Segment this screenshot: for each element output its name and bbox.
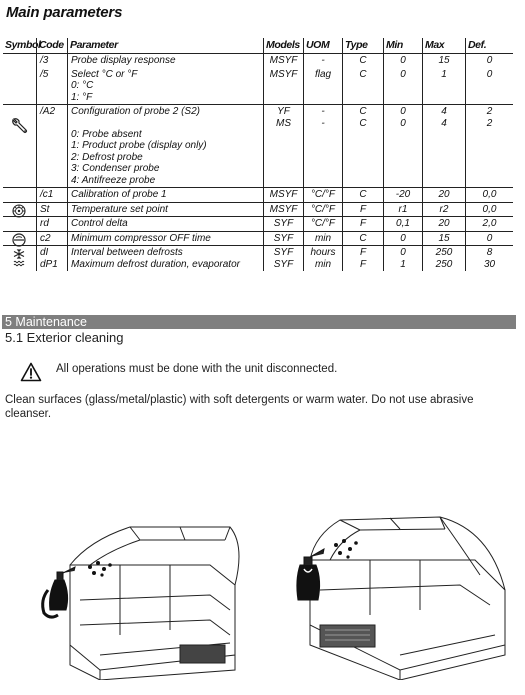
parameter-cell [67,68,263,105]
max-cell [422,105,465,187]
def-line: 8 [486,247,493,258]
warning-triangle-icon [20,362,42,382]
type-line: F [359,247,367,258]
models-line: SYF [273,258,294,270]
max-line: 4 [441,117,447,129]
symbol-cell [3,203,36,217]
max-line: 250 [435,247,453,258]
uom-cell: °C/°F [303,188,342,202]
compressor-icon [12,233,26,247]
header-max: Max [422,38,465,53]
header-min: Min [383,38,422,53]
subsection-heading: 5.1 Exterior cleaning [5,330,124,345]
def-line: 2 [486,106,493,117]
parameter-line: 0: Probe absent [71,128,142,140]
symbol-cell [3,105,36,187]
code-cell: /3 [36,54,67,68]
max-cell [422,246,465,271]
table-row [3,232,513,247]
def-cell: 2,0 [465,217,513,231]
display-case-cleaning-illustration-left [30,505,245,680]
code-cell: /c1 [36,188,67,202]
models-cell: MSYF [263,68,303,105]
uom-cell: flag [303,68,342,105]
uom-line: - [321,117,325,129]
table-row [3,68,513,106]
models-cell [263,105,303,187]
max-cell: 15 [422,232,465,246]
parameter-cell: Minimum compressor OFF time [67,232,263,246]
table-row [3,216,513,232]
parameters-table [3,38,513,271]
symbol-cell [3,217,36,231]
uom-cell: °C/°F [303,217,342,231]
type-cell: C [342,232,383,246]
symbol-cell [3,54,36,68]
parameter-line: Select °C or °F [71,68,138,80]
section-heading: 5 Maintenance [2,315,516,329]
parameter-line: Configuration of probe 2 (S2) [71,106,200,117]
code-cell: rd [36,217,67,231]
max-cell: 1 [422,68,465,105]
def-line: 30 [483,258,496,270]
symbol-cell [3,246,36,271]
cleaning-instructions: Clean surfaces (glass/metal/plastic) with soft detergents or warm water. Do not use abrasive cleanser. [5,394,474,420]
min-cell: 0 [383,68,422,105]
header-code: Code [36,38,67,53]
models-cell [263,246,303,271]
type-cell: C [342,188,383,202]
header-parameter: Parameter [67,38,263,53]
header-uom: UOM [303,38,342,53]
parameter-line: 1: °F [71,91,93,103]
code-cell: /A2 [36,105,67,187]
warning-text: All operations must be done with the unit disconnected. [56,363,338,375]
type-line: C [359,106,367,117]
parameter-cell [67,105,263,187]
warning-notice [20,360,490,384]
type-cell: C [342,68,383,105]
def-line: 2 [486,117,493,129]
models-cell: SYF [263,232,303,246]
parameter-cell [67,246,263,271]
table-row [3,246,513,271]
parameter-line: 3: Condenser probe [71,163,160,174]
min-cell: -20 [383,188,422,202]
models-cell: SYF [263,217,303,231]
min-line: 0 [400,117,406,129]
header-type: Type [342,38,383,53]
snowflake-defrost-icon [10,248,28,268]
min-cell [383,246,422,271]
type-cell [342,105,383,187]
code-cell: St [36,203,67,217]
max-line: 4 [441,106,447,117]
thermometer-dial-icon [12,204,26,218]
code-cell [36,246,67,271]
min-cell: 0 [383,232,422,246]
max-cell: 20 [422,217,465,231]
symbol-cell [3,188,36,202]
code-cell: /5 [36,68,67,105]
uom-line: hours [310,247,336,258]
min-line: 1 [400,258,406,270]
uom-cell: °C/°F [303,203,342,217]
type-cell [342,246,383,271]
uom-cell: - [303,54,342,68]
models-cell: MSYF [263,188,303,202]
table-row [3,203,513,217]
symbol-cell [3,232,36,246]
table-header [3,38,513,54]
models-line: YF [277,106,290,117]
table-row [3,188,513,203]
wrench-icon [11,117,29,135]
parameter-line: 4: Antifreeze probe [71,174,156,186]
parameter-cell: Temperature set point [67,203,263,217]
models-cell: MSYF [263,203,303,217]
parameter-line: Interval between defrosts [71,247,183,258]
max-line: 250 [435,258,453,270]
models-line: MS [276,117,291,129]
uom-line: - [321,106,325,117]
def-cell: 0 [465,68,513,105]
symbol-cell [3,68,36,105]
header-models: Models [263,38,303,53]
models-cell: MSYF [263,54,303,68]
max-cell: 20 [422,188,465,202]
parameter-line: 2: Defrost probe [71,151,143,163]
parameter-line: 0: °C [71,80,94,91]
type-cell: F [342,217,383,231]
max-cell: 15 [422,54,465,68]
min-cell: 0 [383,54,422,68]
parameter-line: Maximum defrost duration, evaporator [71,258,240,270]
max-cell: r2 [422,203,465,217]
min-cell: 0,1 [383,217,422,231]
header-def: Def. [465,38,513,53]
def-cell: 0,0 [465,203,513,217]
type-line: F [359,258,367,270]
type-cell: F [342,203,383,217]
def-cell [465,246,513,271]
type-cell: C [342,54,383,68]
uom-cell [303,246,342,271]
uom-cell: min [303,232,342,246]
display-case-cleaning-illustration-right [290,505,520,680]
code-line: dP1 [40,258,58,270]
min-cell: r1 [383,203,422,217]
def-cell [465,105,513,187]
code-line: dI [40,247,49,258]
page-title: Main parameters [6,4,123,21]
models-line: SYF [273,247,294,258]
parameter-line: 1: Product probe (display only) [71,140,207,151]
uom-cell [303,105,342,187]
def-cell: 0,0 [465,188,513,202]
parameter-cell: Calibration of probe 1 [67,188,263,202]
def-cell: 0 [465,232,513,246]
parameter-cell: Control delta [67,217,263,231]
table-row [3,54,513,68]
min-line: 0 [400,106,406,117]
code-cell: c2 [36,232,67,246]
parameter-cell: Probe display response [67,54,263,68]
type-line: C [359,117,367,129]
def-cell: 0 [465,54,513,68]
min-cell [383,105,422,187]
uom-line: min [314,258,332,270]
header-symbol: Symbol [5,39,41,51]
min-line: 0 [400,247,406,258]
table-row [3,105,513,188]
